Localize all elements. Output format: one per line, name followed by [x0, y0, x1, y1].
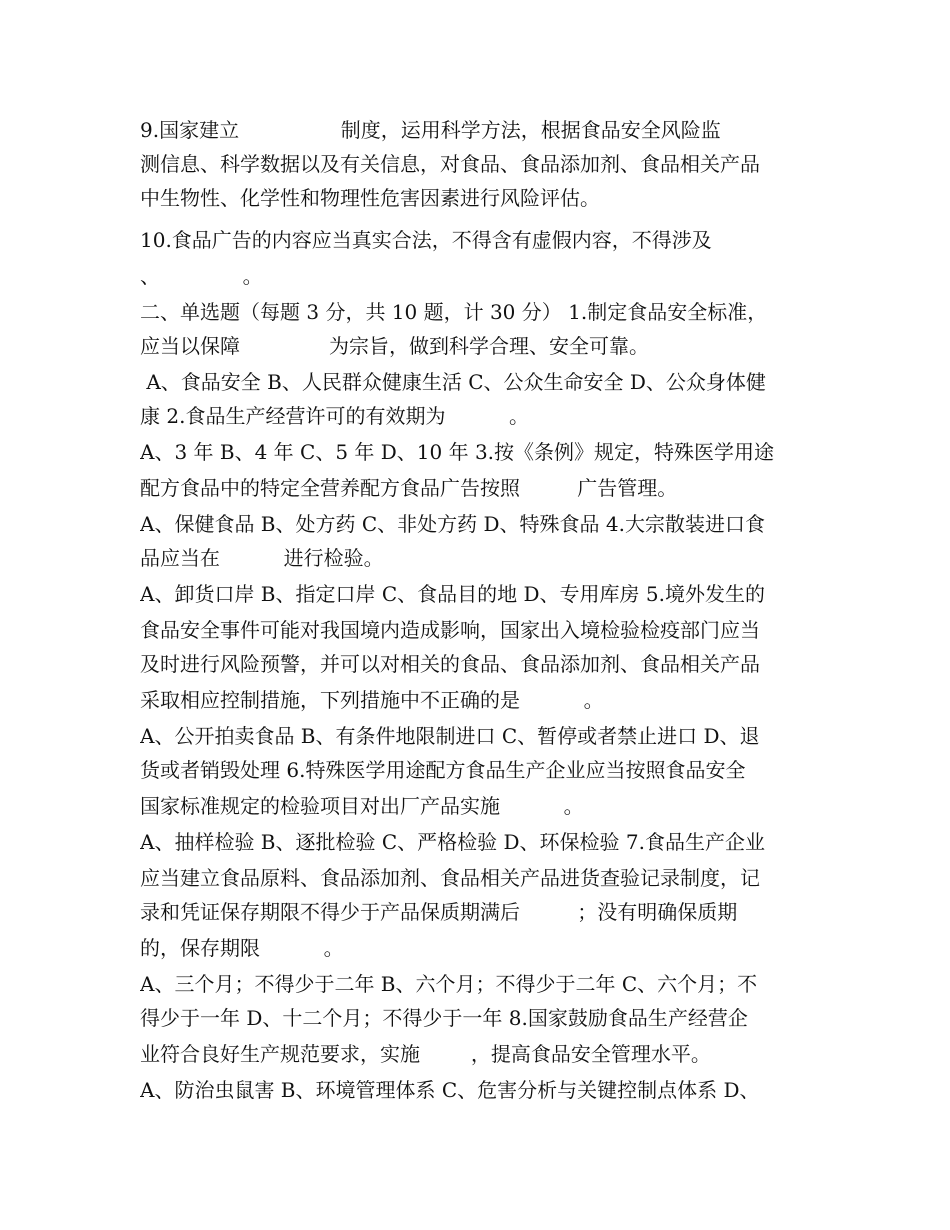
text-line: 业符合良好生产规范要求，实施 ，提高食品安全管理水平。: [140, 1042, 711, 1066]
text-line: 及时进行风险预警，并可以对相关的食品、食品添加剂、食品相关产品: [140, 652, 760, 676]
text-line: 康 2.食品生产经营许可的有效期为 。: [140, 404, 530, 428]
text-line: 中生物性、化学性和物理性危害因素进行风险评估。: [140, 186, 600, 210]
text-line: A、公开拍卖食品 B、有条件地限制进口 C、暂停或者禁止进口 D、退: [140, 724, 760, 748]
text-line: 的，保存期限 。: [140, 936, 344, 960]
text-line: 10.食品广告的内容应当真实合法，不得含有虚假内容，不得涉及: [140, 228, 712, 252]
text-line: 应当以保障 为宗旨，做到科学合理、安全可靠。: [140, 334, 650, 358]
text-line: 录和凭证保存期限不得少于产品保质期满后 ；没有明确保质期: [140, 900, 738, 924]
text-line: 配方食品中的特定全营养配方食品广告按照 广告管理。: [140, 476, 678, 500]
text-line: 9.国家建立 制度，运用科学方法，根据食品安全风险监: [140, 118, 721, 142]
text-line: A、防治虫鼠害 B、环境管理体系 C、危害分析与关键控制点体系 D、: [140, 1078, 760, 1102]
text-line: 国家标准规定的检验项目对出厂产品实施 。: [140, 794, 584, 818]
text-line: A、抽样检验 B、逐批检验 C、严格检验 D、环保检验 7.食品生产企业: [140, 830, 765, 854]
text-line: 品应当在 进行检验。: [140, 546, 384, 570]
text-line: 二、单选题（每题 3 分，共 10 题，计 30 分） 1.制定食品安全标准，: [140, 300, 768, 324]
text-line: 货或者销毁处理 6.特殊医学用途配方食品生产企业应当按照食品安全: [140, 758, 746, 782]
text-line: 食品安全事件可能对我国境内造成影响，国家出入境检验检疫部门应当: [140, 618, 760, 642]
text-line: 测信息、科学数据以及有关信息，对食品、食品添加剂、食品相关产品: [140, 152, 760, 176]
text-line: 、 。: [140, 264, 263, 288]
text-line: 得少于一年 D、十二个月；不得少于一年 8.国家鼓励食品生产经营企: [140, 1006, 748, 1030]
text-line: 应当建立食品原料、食品添加剂、食品相关产品进货查验记录制度，记: [140, 866, 760, 890]
text-line: A、卸货口岸 B、指定口岸 C、食品目的地 D、专用库房 5.境外发生的: [140, 582, 765, 606]
text-line: A、食品安全 B、人民群众健康生活 C、公众生命安全 D、公众身体健: [140, 370, 766, 394]
text-line: 采取相应控制措施，下列措施中不正确的是 。: [140, 688, 604, 712]
text-line: A、三个月；不得少于二年 B、六个月；不得少于二年 C、六个月；不: [140, 972, 758, 996]
text-line: A、3 年 B、4 年 C、5 年 D、10 年 3.按《条例》规定，特殊医学用途: [140, 440, 775, 464]
text-line: A、保健食品 B、处方药 C、非处方药 D、特殊食品 4.大宗散装进口食: [140, 512, 765, 536]
